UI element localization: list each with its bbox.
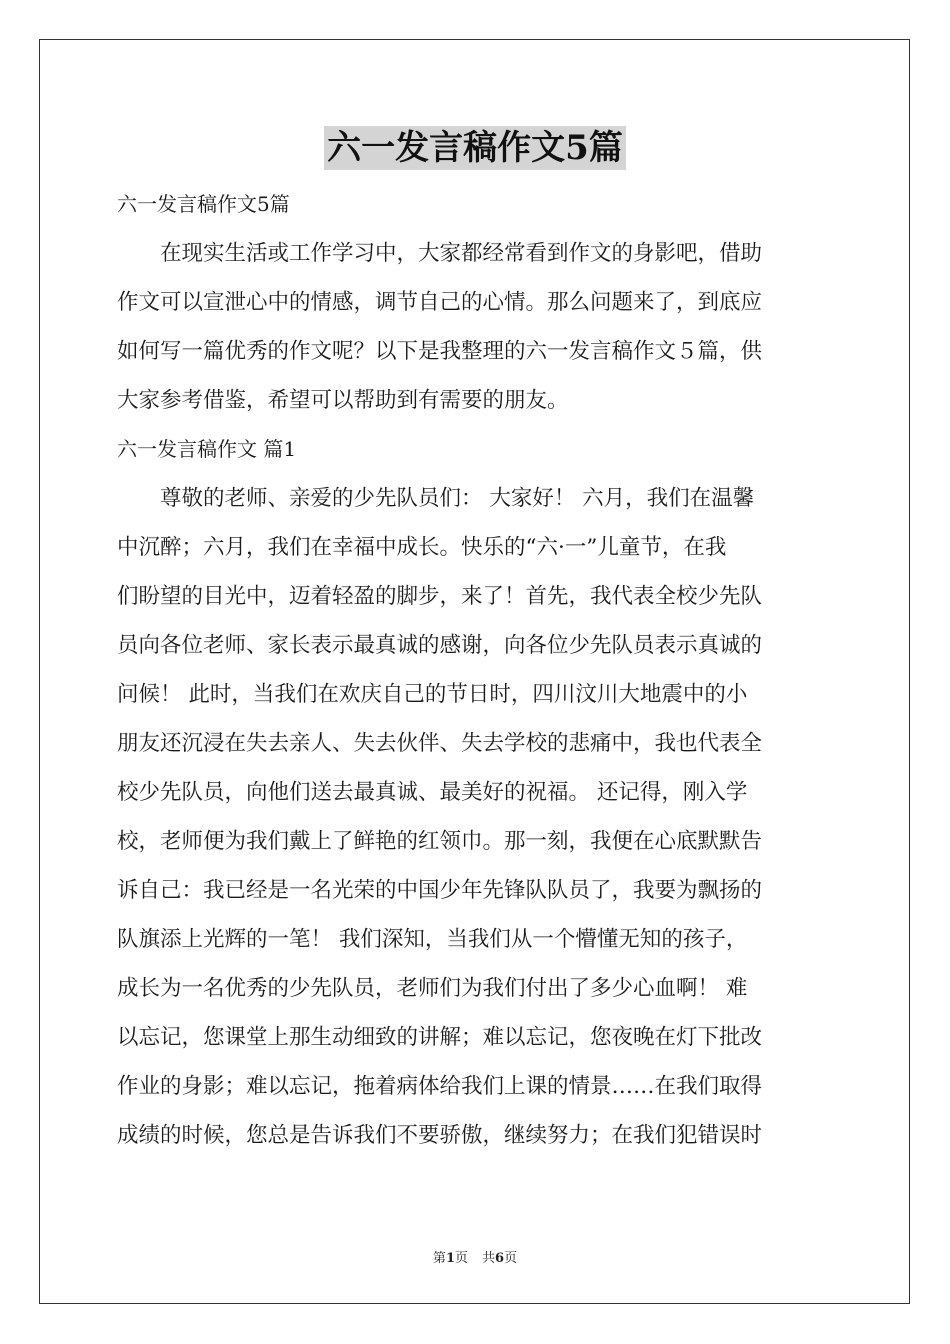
body-line: 朋友还沉浸在失去亲人、失去伙伴、失去学校的悲痛中，我也代表全 [117,731,763,756]
page-label-prefix: 第 [432,1251,446,1266]
section-heading: 六一发言稿作文 篇1 [117,437,297,461]
page-footer [0,1247,950,1266]
body-line: 中沉醉；六月，我们在幸福中成长。快乐的“六·一”儿童节，在我 [117,535,727,560]
total-prefix: 共 [482,1251,496,1266]
body-line: 问候！ 此时，当我们在欢庆自己的节日时，四川汶川大地震中的小 [117,682,748,707]
page-current: 1 [445,1251,455,1266]
body-line: 员向各位老师、家长表示最真诚的感谢，向各位少先队员表示真诚的 [117,633,763,658]
body-line: 成绩的时候，您总是告诉我们不要骄傲，继续努力；在我们犯错误时 [117,1123,763,1148]
intro-line: 作文可以宣泄心中的情感，调节自己的心情。那么问题来了，到底应 [117,290,763,315]
body-line: 校，老师便为我们戴上了鲜艳的红领巾。那一刻，我便在心底默默告 [117,829,763,854]
intro-line: 在现实生活或工作学习中，大家都经常看到作文的身影吧，借助 [117,241,763,266]
body-line: 尊敬的老师、亲爱的少先队员们： 大家好！ 六月，我们在温馨 [117,486,755,511]
body-line: 诉自己：我已经是一名光荣的中国少年先锋队队员了，我要为飘扬的 [117,878,763,903]
body-line: 校少先队员，向他们送去最真诚、最美好的祝福。 还记得，刚入学 [117,780,748,805]
page-label-mid: 页 [454,1251,468,1266]
body-line: 们盼望的目光中，迈着轻盈的脚步，来了！首先，我代表全校少先队 [117,584,763,609]
total-suffix: 页 [504,1251,518,1266]
document-body [117,180,833,1160]
body-line: 队旗添上光辉的一笔！ 我们深知，当我们从一个懵懂无知的孩子， [117,927,748,952]
body-line: 作业的身影；难以忘记，拖着病体给我们上课的情景……在我们取得 [117,1074,763,1099]
title-container [0,126,950,170]
body-line: 成长为一名优秀的少先队员，老师们为我们付出了多少心血啊！ 难 [117,976,748,1001]
page-total: 6 [495,1251,505,1266]
document-title: 六一发言稿作文5篇 [324,126,626,170]
body-line: 以忘记，您课堂上那生动细致的讲解；难以忘记，您夜晚在灯下批改 [117,1025,763,1050]
intro-line: 大家参考借鉴，希望可以帮助到有需要的朋友。 [117,388,569,413]
intro-line: 如何写一篇优秀的作文呢？以下是我整理的六一发言稿作文５篇，供 [117,339,763,364]
subtitle: 六一发言稿作文5篇 [117,192,290,216]
